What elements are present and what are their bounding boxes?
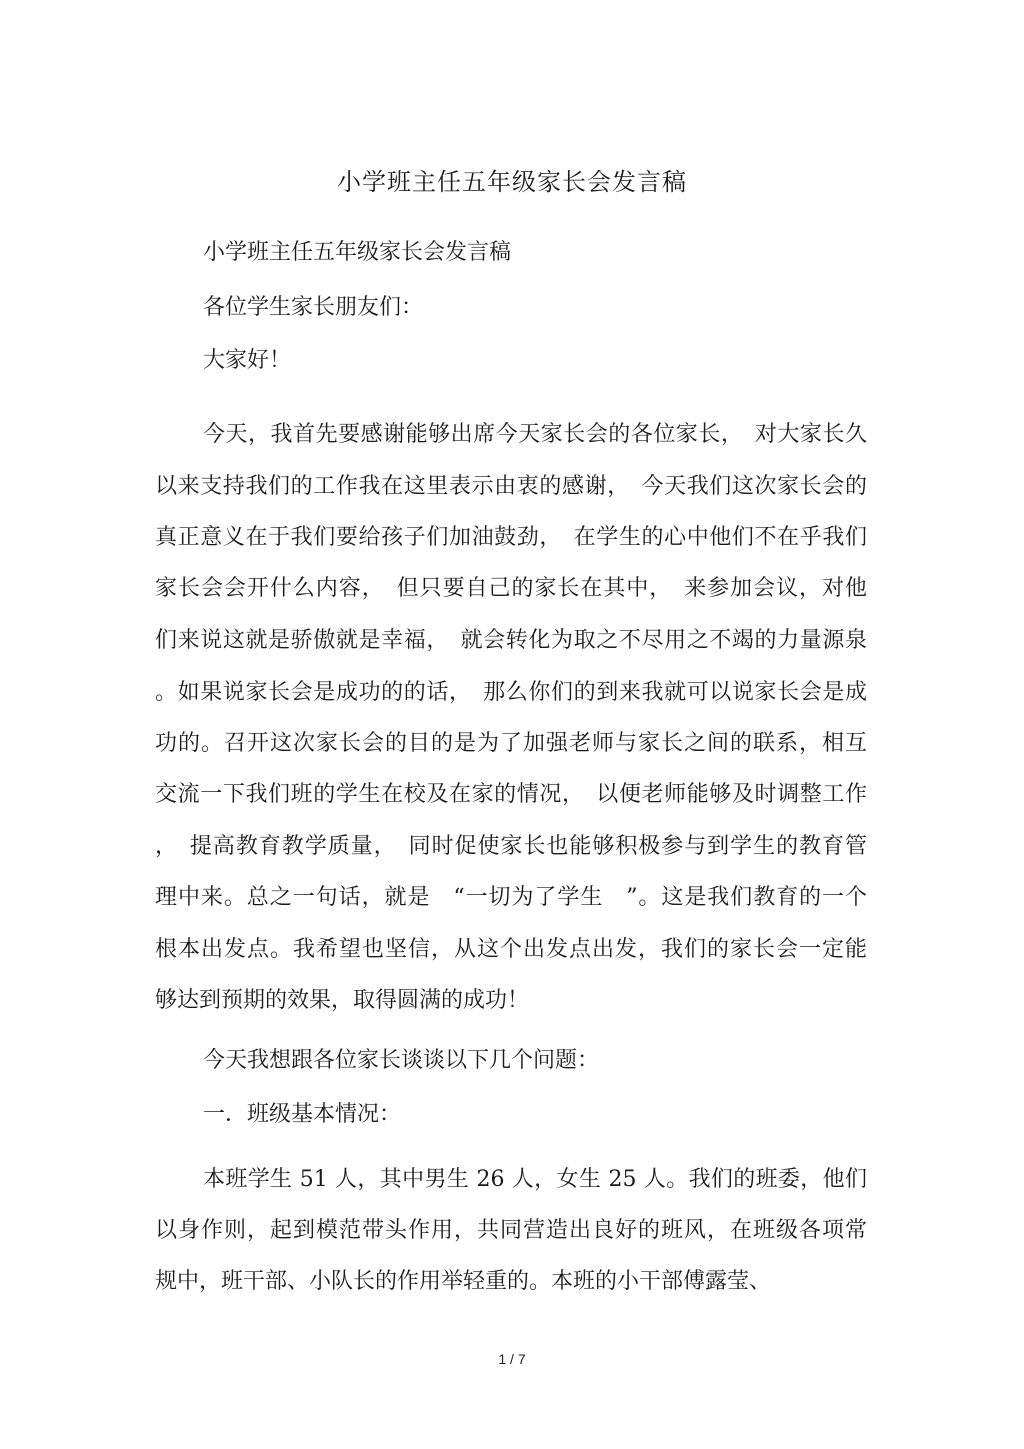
paragraph-line: 根本出发点。我希望也坚信，从这个出发点出发，我们的家长会一定能 xyxy=(155,937,867,962)
paragraph-line: 规中，班干部、小队长的作用举轻重的。本班的小干部傅露莹、 xyxy=(155,1269,772,1294)
paragraph-line: 理中来。总之一句话，就是 “一切为了学生 ”。这是我们教育的一个 xyxy=(155,885,867,910)
paragraph-line: 交流一下我们班的学生在校及在家的情况， 以便老师能够及时调整工作 xyxy=(155,782,867,807)
section-heading: 一．班级基本情况： xyxy=(203,1102,402,1127)
paragraph-line: 。如果说家长会是成功的的话， 那么你们的到来我就可以说家长会是成 xyxy=(155,680,867,705)
topics-intro: 今天我想跟各位家长谈谈以下几个问题： xyxy=(203,1048,600,1073)
page-number: 1 / 7 xyxy=(498,1351,526,1367)
paragraph-line: ， 提高教育教学质量， 同时促使家长也能够积极参与到学生的教育管 xyxy=(155,834,867,859)
document-subtitle: 小学班主任五年级家长会发言稿 xyxy=(203,240,512,265)
paragraph-line: 今天，我首先要感谢能够出席今天家长会的各位家长， 对大家长久 xyxy=(203,422,867,447)
paragraph-line: 够达到预期的效果，取得圆满的成功！ xyxy=(155,988,530,1013)
paragraph-line: 本班学生 51 人，其中男生 26 人，女生 25 人。我们的班委，他们 xyxy=(203,1167,867,1192)
paragraph-line: 们来说这就是骄傲就是幸福， 就会转化为取之不尽用之不竭的力量源泉 xyxy=(155,628,867,653)
salutation: 各位学生家长朋友们： xyxy=(203,295,424,320)
greeting: 大家好！ xyxy=(203,348,292,373)
document-title: 小学班主任五年级家长会发言稿 xyxy=(337,168,687,196)
paragraph-line: 以身作则，起到模范带头作用，共同营造出良好的班风，在班级各项常 xyxy=(155,1218,867,1243)
paragraph-line: 真正意义在于我们要给孩子们加油鼓劲， 在学生的心中他们不在乎我们 xyxy=(155,525,867,550)
paragraph-line: 功的。召开这次家长会的目的是为了加强老师与家长之间的联系，相互 xyxy=(155,731,867,756)
paragraph-line: 家长会会开什么内容， 但只要自己的家长在其中， 来参加会议，对他 xyxy=(155,576,867,601)
paragraph-line: 以来支持我们的工作我在这里表示由衷的感谢， 今天我们这次家长会的 xyxy=(155,474,867,499)
